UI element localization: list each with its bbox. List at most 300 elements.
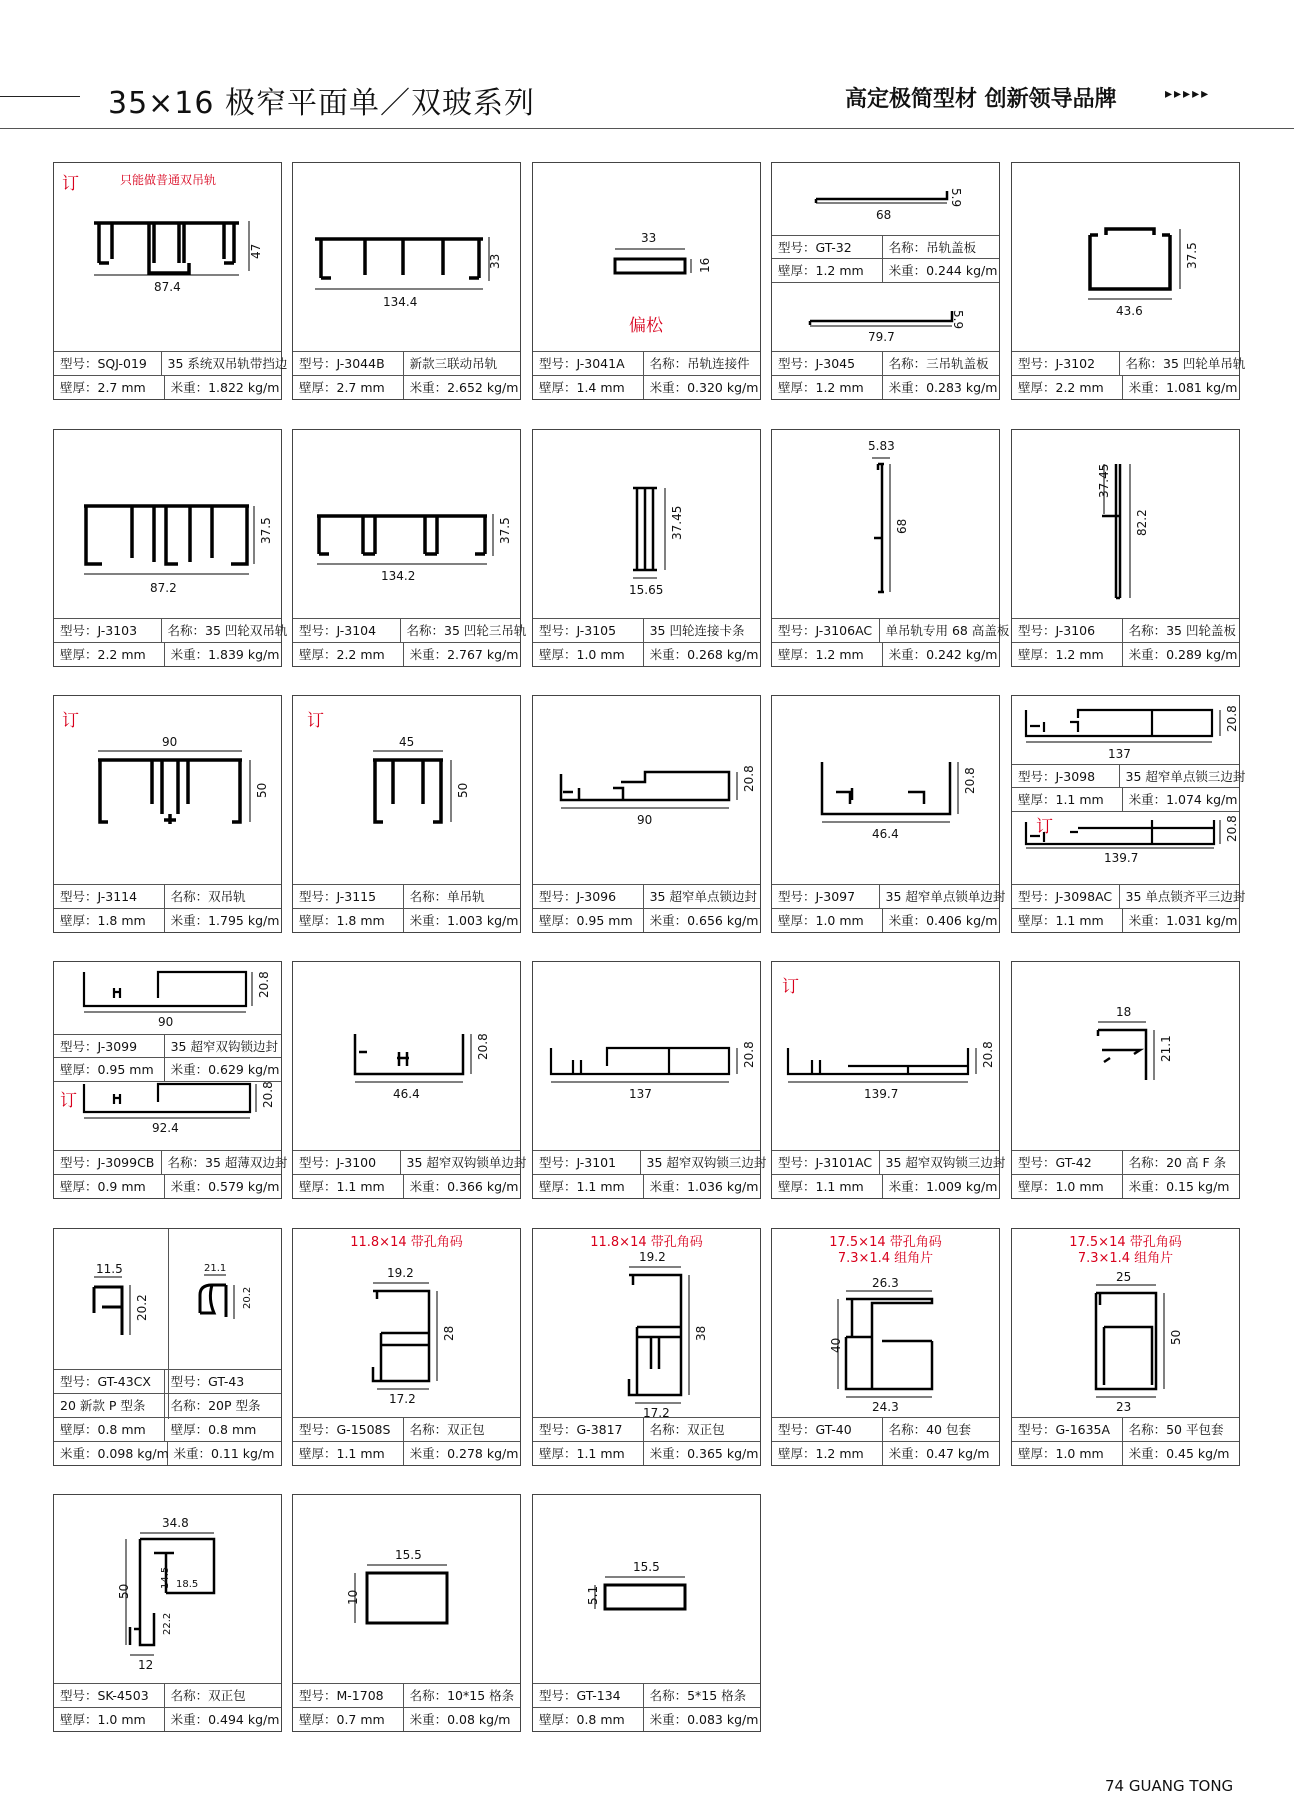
- dim-height: 37.45: [670, 505, 684, 540]
- model-a: 型号：J-3099: [54, 1035, 165, 1058]
- profile-drawing: [772, 430, 1001, 620]
- spec-table: [293, 884, 520, 932]
- note: 偏松: [629, 316, 663, 336]
- weight: 米重：0.365 kg/m: [649, 1446, 759, 1461]
- weight: 米重：0.083 kg/m: [649, 1712, 759, 1727]
- profile-drawing: [533, 1495, 762, 1685]
- product-card-g-1508s: [292, 1228, 521, 1466]
- dim-width: 15.65: [629, 583, 664, 597]
- order-tag: 订: [62, 711, 79, 731]
- dim-bottom: 17.2: [643, 1406, 670, 1420]
- thickness: 壁厚：1.0 mm: [1012, 1175, 1123, 1198]
- product-card-j-3100: [292, 961, 527, 1199]
- product-card-j-3098-j-3098ac: [1011, 695, 1246, 933]
- model: 型号：J-3100: [293, 1151, 401, 1174]
- profile-drawing: [1012, 430, 1241, 620]
- header-rule-short: [0, 96, 80, 97]
- weight: 米重：0.278 kg/m: [409, 1446, 519, 1461]
- weight-b: 米重：0.283 kg/m: [888, 380, 998, 395]
- product-card-j-3101ac: [771, 961, 1006, 1199]
- weight: 米重：0.15 kg/m: [1128, 1179, 1230, 1194]
- thickness: 壁厚：2.2 mm: [293, 643, 404, 666]
- name: 名称：35 凹轮盖板: [1128, 623, 1236, 638]
- dim-height: 10: [346, 1589, 360, 1605]
- profile-drawing: [772, 696, 1001, 886]
- dim-width: 33: [641, 231, 657, 245]
- name: 新款三联动吊轨: [409, 356, 498, 371]
- name: 名称：35 凹轮单吊轨: [1125, 356, 1246, 371]
- dim-width: 137: [629, 1087, 652, 1101]
- dim-lip: 37.45: [1097, 463, 1111, 498]
- dim-bottom: 12: [138, 1658, 154, 1672]
- dim-height-a: 5.9: [949, 188, 963, 208]
- thickness-a: 壁厚：1.2 mm: [772, 259, 883, 282]
- model: 型号：J-3097: [772, 885, 880, 908]
- dim-inner-2: 18.5: [176, 1579, 199, 1590]
- dim-height: 28: [442, 1325, 456, 1341]
- spec-table: [1012, 351, 1246, 399]
- dim-width: 15.5: [395, 1548, 422, 1562]
- spec-table: [772, 1150, 1006, 1198]
- thickness-b: 壁厚：0.8 mm: [170, 1422, 257, 1437]
- footer-brand: GUANG TONG: [1128, 1777, 1234, 1795]
- dim-height: 37.5: [1185, 242, 1199, 269]
- weight-a: 米重：0.629 kg/m: [170, 1062, 280, 1077]
- dim-height: 50: [456, 782, 470, 798]
- product-card-j-3106: [1011, 429, 1240, 667]
- spec-table: [54, 1683, 281, 1731]
- name: 35 超窄双钩锁三边封: [646, 1155, 767, 1170]
- model: 型号：J-3115: [293, 885, 404, 908]
- model: 型号：J-3105: [533, 619, 644, 642]
- dim-height: 50: [255, 782, 269, 798]
- profile-drawing: [293, 430, 522, 620]
- profile-drawing: [54, 696, 283, 886]
- dim-height: 82.2: [1135, 509, 1149, 536]
- thickness-a: 壁厚：0.8 mm: [54, 1418, 165, 1441]
- model: 型号：GT-134: [533, 1684, 644, 1707]
- name: 单吊轨专用 68 高盖板: [885, 623, 1010, 638]
- dim-width-a: 137: [1108, 747, 1131, 761]
- model: 型号：G-1635A: [1012, 1418, 1123, 1441]
- thickness: 壁厚：1.1 mm: [772, 1175, 883, 1198]
- dim-bottom: 24.3: [872, 1400, 899, 1414]
- weight: 米重：0.47 kg/m: [888, 1446, 990, 1461]
- spec-table: [1012, 1417, 1239, 1465]
- thickness: 壁厚：1.0 mm: [772, 909, 883, 932]
- name: 35 超窄单点锁边封: [649, 889, 757, 904]
- name-b: 名称：35 超薄双边封: [167, 1155, 288, 1170]
- name-a: 35 超窄双钩锁边封: [170, 1039, 278, 1054]
- profile-drawing: [772, 962, 1001, 1152]
- model: 型号：J-3114: [54, 885, 165, 908]
- spec-table: [1012, 884, 1246, 932]
- thickness-a: 壁厚：0.95 mm: [54, 1058, 165, 1081]
- dim-width: 87.4: [154, 280, 181, 294]
- dim-width-b: 21.1: [204, 1263, 227, 1274]
- profile-drawing: [533, 430, 762, 620]
- note: 11.8×14 带孔角码: [350, 1235, 463, 1250]
- spec-table: [533, 1417, 760, 1465]
- note-2: 7.3×1.4 组角片: [837, 1251, 934, 1266]
- profile-drawing: [54, 163, 283, 353]
- product-card-gt-134: [532, 1494, 761, 1732]
- model: 型号：J-3044B: [293, 352, 404, 375]
- name: 35 超窄双钩锁单边封: [406, 1155, 527, 1170]
- dim-width-a: 11.5: [96, 1262, 123, 1276]
- thickness-b: 壁厚：1.2 mm: [772, 376, 883, 399]
- dim-inner-3: 22.2: [162, 1612, 173, 1635]
- name: 名称：50 平包套: [1128, 1422, 1224, 1437]
- spec-table: [1012, 618, 1239, 666]
- dim-height: 20.8: [476, 1033, 490, 1060]
- name: 名称：双吊轨: [170, 889, 246, 904]
- product-card-j-3101: [532, 961, 767, 1199]
- spec-table: [533, 884, 760, 932]
- dim-width: 15.5: [633, 1560, 660, 1574]
- dim-width: 26.3: [872, 1276, 899, 1290]
- model: 型号：J-3104: [293, 619, 401, 642]
- dim-width: 43.6: [1116, 304, 1143, 318]
- product-card-j-3105: [532, 429, 761, 667]
- page-title: 35×16 极窄平面单／双玻系列: [108, 86, 536, 121]
- product-card-gt-42: [1011, 961, 1240, 1199]
- model: 型号：GT-42: [1012, 1151, 1123, 1174]
- thickness: 壁厚：2.2 mm: [1012, 376, 1123, 399]
- dim-width: 134.2: [381, 569, 416, 583]
- model-a: 型号：GT-43CX: [54, 1370, 165, 1393]
- weight-a: 米重：0.244 kg/m: [888, 263, 998, 278]
- weight: 米重：1.003 kg/m: [409, 913, 519, 928]
- thickness: 壁厚：1.4 mm: [533, 376, 644, 399]
- dim-height-a: 20.8: [1225, 705, 1239, 732]
- order-tag: 订: [782, 977, 799, 997]
- thickness-b: 壁厚：1.1 mm: [1012, 909, 1123, 932]
- dim-width: 90: [162, 735, 178, 749]
- model-a: 型号：J-3098: [1012, 765, 1120, 788]
- spec-table: [293, 1150, 527, 1198]
- model-a: 型号：GT-32: [772, 236, 883, 259]
- weight: 米重：1.839 kg/m: [170, 647, 280, 662]
- model: 型号：J-3101: [533, 1151, 641, 1174]
- order-tag: 订: [62, 174, 79, 194]
- spec-table: [533, 351, 760, 399]
- model-b: 型号：J-3045: [772, 352, 883, 375]
- dim-width: 46.4: [872, 827, 899, 841]
- weight-a: 米重：0.098 kg/m: [54, 1442, 168, 1465]
- model: 型号：J-3096: [533, 885, 644, 908]
- model-b: 型号：J-3099CB: [54, 1151, 162, 1174]
- weight: 米重：0.45 kg/m: [1128, 1446, 1230, 1461]
- thickness: 壁厚：1.0 mm: [533, 643, 644, 666]
- weight-a: 米重：1.074 kg/m: [1128, 792, 1238, 807]
- product-card-j-3044b: [292, 162, 521, 400]
- dim-height: 20.8: [742, 1041, 756, 1068]
- weight-b: 米重：0.11 kg/m: [173, 1446, 275, 1461]
- weight: 米重：2.652 kg/m: [409, 380, 519, 395]
- profile-drawing: [293, 163, 522, 353]
- weight: 米重：0.08 kg/m: [409, 1712, 511, 1727]
- dim-height: 37.5: [259, 517, 273, 544]
- brand-slogan: 高定极简型材 创新领导品牌: [845, 87, 1117, 112]
- weight: 米重：1.795 kg/m: [170, 913, 280, 928]
- dim-height-b: 5.9: [951, 310, 965, 330]
- spec-table: [533, 1683, 760, 1731]
- weight: 米重：0.494 kg/m: [170, 1712, 280, 1727]
- dim-height: 20.8: [963, 767, 977, 794]
- note: 只能做普通双吊轨: [120, 173, 217, 187]
- order-tag: 订: [60, 1091, 77, 1111]
- name-b: 名称：20P 型条: [170, 1398, 261, 1413]
- thickness: 壁厚：1.8 mm: [293, 909, 404, 932]
- name-b: 名称：三吊轨盖板: [888, 356, 989, 371]
- note-2: 7.3×1.4 组角片: [1077, 1251, 1174, 1266]
- weight: 米重：0.289 kg/m: [1128, 647, 1238, 662]
- dim-height: 37.5: [498, 517, 512, 544]
- name: 35 系统双吊轨带挡边: [167, 356, 288, 371]
- name: 名称：吊轨连接件: [649, 356, 750, 371]
- dim-height: 16: [698, 257, 712, 273]
- name: 名称：双正包: [409, 1422, 485, 1437]
- profile-drawing: [1012, 1229, 1241, 1419]
- order-tag: 订: [307, 711, 324, 731]
- profile-drawing: [533, 163, 762, 353]
- product-card-j-3099-j-3099cb: [53, 961, 288, 1199]
- dim-inner-1: 14.5: [160, 1566, 171, 1589]
- dim-height-b: 20.8: [1225, 815, 1239, 842]
- profile-drawing: [293, 1495, 522, 1685]
- dim-height: 20.8: [742, 765, 756, 792]
- weight: 米重：0.656 kg/m: [649, 913, 759, 928]
- profile-drawing: [54, 1495, 283, 1685]
- thickness: 壁厚：1.1 mm: [533, 1175, 644, 1198]
- dim-width: 19.2: [387, 1266, 414, 1280]
- order-tag: 订: [1036, 817, 1053, 837]
- thickness: 壁厚：0.95 mm: [533, 909, 644, 932]
- spec-table: [772, 351, 999, 399]
- name: 名称：双正包: [170, 1688, 246, 1703]
- weight: 米重：1.036 kg/m: [649, 1179, 759, 1194]
- product-card-g-1635a: [1011, 1228, 1240, 1466]
- note: 17.5×14 带孔角码: [1069, 1235, 1182, 1250]
- dim-height: 40: [829, 1337, 843, 1353]
- thickness: 壁厚：2.2 mm: [54, 643, 165, 666]
- spec-table: [533, 1150, 767, 1198]
- product-card-sk-4503: [53, 1494, 282, 1732]
- page-footer: [1105, 1777, 1233, 1795]
- model: 型号：M-1708: [293, 1684, 404, 1707]
- weight: 米重：0.242 kg/m: [888, 647, 998, 662]
- dim-height: 50: [1169, 1329, 1183, 1345]
- product-card-gt-43cx-gt-43: [53, 1228, 282, 1466]
- thickness: 壁厚：2.7 mm: [293, 376, 404, 399]
- dim-width: 139.7: [864, 1087, 899, 1101]
- name-b: 35 单点锁齐平三边封: [1125, 889, 1246, 904]
- dim-height-a: 20.2: [135, 1294, 149, 1321]
- name-a: 名称：吊轨盖板: [888, 240, 977, 255]
- model-b: 型号：J-3098AC: [1012, 885, 1120, 908]
- weight: 米重：0.320 kg/m: [649, 380, 759, 395]
- model: 型号：J-3106: [1012, 619, 1123, 642]
- thickness: 壁厚：1.2 mm: [772, 643, 883, 666]
- thickness: 壁厚：1.8 mm: [54, 909, 165, 932]
- dim-height-a: 20.8: [257, 971, 271, 998]
- dim-width-b: 79.7: [868, 330, 895, 344]
- thickness: 壁厚：1.0 mm: [1012, 1442, 1123, 1465]
- thickness: 壁厚：0.8 mm: [533, 1708, 644, 1731]
- name-a: 35 超窄单点锁三边封: [1125, 769, 1246, 784]
- name: 名称：35 凹轮双吊轨: [167, 623, 288, 638]
- profile-drawing: [293, 1229, 522, 1419]
- thickness-a: 壁厚：1.1 mm: [1012, 788, 1123, 811]
- name: 名称：单吊轨: [409, 889, 485, 904]
- spec-table: [772, 1417, 999, 1465]
- dim-width: 134.4: [383, 295, 418, 309]
- name: 35 凹轮连接卡条: [649, 623, 745, 638]
- spec-table: [54, 351, 288, 399]
- model: 型号：J-3101AC: [772, 1151, 880, 1174]
- arrow-icons: ▸▸▸▸▸: [1165, 86, 1211, 102]
- profile-drawing: [1012, 163, 1241, 353]
- weight-b: 米重：1.031 kg/m: [1128, 913, 1238, 928]
- dim-height-b: 20.8: [261, 1081, 275, 1108]
- thickness: 壁厚：1.1 mm: [293, 1175, 404, 1198]
- spec-table: [54, 618, 288, 666]
- weight: 米重：0.406 kg/m: [888, 913, 998, 928]
- name: 名称：10*15 格条: [409, 1688, 515, 1703]
- header-rule: [0, 128, 1294, 129]
- spec-table: [772, 884, 1006, 932]
- weight: 米重：1.822 kg/m: [170, 380, 280, 395]
- weight: 米重：2.767 kg/m: [409, 647, 519, 662]
- dim-width: 25: [1116, 1270, 1132, 1284]
- profile-drawing: [293, 962, 522, 1152]
- spec-table: [54, 1150, 288, 1198]
- product-card-m-1708: [292, 1494, 521, 1732]
- spec-table: [772, 618, 1010, 666]
- weight-b: 米重：0.579 kg/m: [170, 1179, 280, 1194]
- product-card-sqj-019: [53, 162, 288, 400]
- dim-width-a: 68: [876, 208, 892, 222]
- model: 型号：G-3817: [533, 1418, 644, 1441]
- spec-table: [54, 1369, 281, 1465]
- note: 17.5×14 带孔角码: [829, 1235, 942, 1250]
- profile-drawing: [54, 430, 283, 620]
- note: 11.8×14 带孔角码: [590, 1235, 703, 1250]
- profile-drawing: [772, 1229, 1001, 1419]
- thickness: 壁厚：1.1 mm: [533, 1442, 644, 1465]
- thickness: 壁厚：1.2 mm: [1012, 643, 1123, 666]
- thickness: 壁厚：0.7 mm: [293, 1708, 404, 1731]
- dim-height: 5.1: [586, 1585, 600, 1605]
- spec-table: [54, 884, 281, 932]
- product-card-j-3106ac: [771, 429, 1010, 667]
- dim-width: 46.4: [393, 1087, 420, 1101]
- profile-drawing: [533, 696, 762, 886]
- name: 名称：20 高 F 条: [1128, 1155, 1227, 1170]
- model: 型号：J-3106AC: [772, 619, 880, 642]
- thickness-b: 壁厚：0.9 mm: [54, 1175, 165, 1198]
- spec-table: [533, 618, 760, 666]
- dim-width: 18: [1116, 1005, 1132, 1019]
- thickness: 壁厚：1.2 mm: [772, 1442, 883, 1465]
- dim-width: 34.8: [162, 1516, 189, 1530]
- model: 型号：SQJ-019: [54, 352, 162, 375]
- model: 型号：SK-4503: [54, 1684, 165, 1707]
- dim-bottom: 17.2: [389, 1392, 416, 1406]
- name: 35 超窄单点锁单边封: [885, 889, 1006, 904]
- dim-height-b: 20.2: [242, 1286, 253, 1309]
- spec-table: [293, 1683, 520, 1731]
- page-number: 74: [1105, 1777, 1125, 1795]
- model: 型号：GT-40: [772, 1418, 883, 1441]
- dim-width: 5.83: [868, 439, 895, 453]
- product-card-j-3041a: [532, 162, 761, 400]
- dim-width: 45: [399, 735, 415, 749]
- product-card-gt-40: [771, 1228, 1000, 1466]
- dim-height: 20.8: [981, 1041, 995, 1068]
- dim-bottom: 23: [1116, 1400, 1132, 1414]
- product-card-gt-32-j-3045: [771, 162, 1000, 400]
- dim-height: 33: [488, 253, 502, 269]
- model: 型号：J-3103: [54, 619, 162, 642]
- product-card-j-3115: [292, 695, 521, 933]
- dim-width: 90: [637, 813, 653, 827]
- model: 型号：J-3041A: [533, 352, 644, 375]
- model-b: 型号：GT-43: [170, 1374, 245, 1389]
- thickness: 壁厚：2.7 mm: [54, 376, 165, 399]
- weight: 米重：1.081 kg/m: [1128, 380, 1238, 395]
- name: 35 超窄双钩锁三边封: [885, 1155, 1006, 1170]
- name: 名称：5*15 格条: [649, 1688, 747, 1703]
- weight: 米重：0.268 kg/m: [649, 647, 759, 662]
- profile-drawing: [293, 696, 522, 886]
- dim-width-b: 92.4: [152, 1121, 179, 1135]
- weight: 米重：0.366 kg/m: [409, 1179, 519, 1194]
- name-a: 20 新款 P 型条: [54, 1394, 165, 1417]
- product-card-j-3103: [53, 429, 288, 667]
- dim-height: 38: [694, 1325, 708, 1341]
- product-card-j-3097: [771, 695, 1006, 933]
- product-card-g-3817: [532, 1228, 761, 1466]
- product-card-j-3114: [53, 695, 282, 933]
- spec-table: [1012, 1150, 1239, 1198]
- thickness: 壁厚：1.1 mm: [293, 1442, 404, 1465]
- model: 型号：J-3102: [1012, 352, 1120, 375]
- product-card-j-3104: [292, 429, 527, 667]
- dim-width: 87.2: [150, 581, 177, 595]
- dim-width: 19.2: [639, 1250, 666, 1264]
- name: 名称：40 包套: [888, 1422, 971, 1437]
- dim-height: 47: [249, 243, 263, 259]
- product-card-j-3102: [1011, 162, 1246, 400]
- name: 名称：35 凹轮三吊轨: [406, 623, 527, 638]
- product-card-j-3096: [532, 695, 761, 933]
- dim-height: 68: [895, 518, 909, 534]
- dim-height: 21.1: [1159, 1035, 1173, 1062]
- model: 型号：G-1508S: [293, 1418, 404, 1441]
- spec-table: [293, 351, 520, 399]
- weight: 米重：1.009 kg/m: [888, 1179, 998, 1194]
- dim-width-a: 90: [158, 1015, 174, 1029]
- name: 名称：双正包: [649, 1422, 725, 1437]
- spec-table: [293, 618, 527, 666]
- dim-width-b: 139.7: [1104, 851, 1139, 865]
- profile-drawing: [533, 962, 762, 1152]
- profile-drawing: [533, 1229, 762, 1419]
- dim-height: 50: [117, 1583, 131, 1599]
- spec-table: [293, 1417, 520, 1465]
